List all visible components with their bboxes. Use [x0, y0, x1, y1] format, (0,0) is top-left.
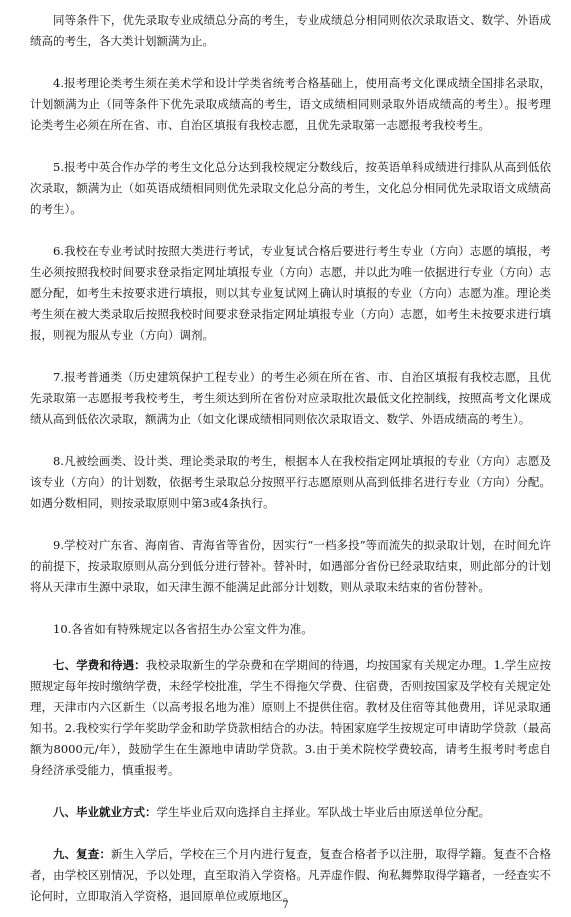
- page-content: [30, 10, 551, 907]
- section-heading-tuition: 七、学费和待遇：: [53, 658, 146, 672]
- paragraph-rule-9: 9.学校对广东省、海南省、青海省等省份，因实行“一档多投”等而流失的拟录取计划，在时间允许的前提下，按录取原则从高分到低分进行替补。替补时，如遇部分省份已经录取结束，则此部分的计划将从天津市生源中录取，如天津生源不能满足此部分计划数，则从录取未结束的省份替补。: [30, 538, 551, 594]
- section-heading-employment: 八、毕业就业方式：: [53, 805, 157, 819]
- paragraph-rule-7: 7.报考普通类（历史建筑保护工程专业）的考生必须在所在省、市、自治区填报有我校志愿，且优先录取第一志愿报考我校考生，考生须达到所在省份对应录取批次最低文化控制线，按照高考文化课成绩从高到低依次录取，额满为止（如文化课成绩相同则依次录取语文、数学、外语成绩高的考生）。: [30, 370, 551, 426]
- section-body-employment: 学生毕业后双向选择自主择业。军队战士毕业后由原送单位分配。: [156, 805, 490, 819]
- paragraph-rule-4: 4.报考理论类考生须在美术学和设计学类省统考合格基础上，使用高考文化课成绩全国排名录取，计划额满为止（同等条件下优先录取成绩高的考生，语文成绩相同则录取外语成绩高的考生）。报考理论类考生必须在所在省、市、自治区填报有我校志愿，且优先录取第一志愿报考我校考生。: [30, 76, 551, 132]
- paragraph-rule-5: 5.报考中英合作办学的考生文化总分达到我校规定分数线后，按英语单科成绩进行排队从高到低依次录取，额满为止（如英语成绩相同则优先录取文化总分高的考生，文化总分相同优先录取语文成绩高的考生）。: [30, 160, 551, 216]
- section-employment: [30, 802, 551, 823]
- section-body-recheck: 新生入学后，学校在三个月内进行复查，复查合格者予以注册，取得学籍。复查不合格者，由学校区别情况，予以处理，直至取消入学资格。凡弄虚作假、徇私舞弊取得学籍者，一经查实不论何时，立即取消入学资格，退回原单位或原地区。: [30, 847, 552, 903]
- page-number: 7: [282, 900, 289, 911]
- section-tuition: [30, 655, 551, 781]
- section-heading-recheck: 九、复查：: [53, 847, 111, 861]
- paragraph-continuation: 同等条件下，优先录取专业成绩总分高的考生，专业成绩总分相同则依次录取语文、数学、外语成绩高的考生，各大类计划额满为止。: [30, 13, 551, 48]
- paragraph-rule-10: 10.各省如有特殊规定以各省招生办公室文件为准。: [53, 622, 313, 636]
- section-recheck: [30, 844, 551, 907]
- section-body-tuition: 我校录取新生的学杂费和在学期间的待遇，均按国家有关规定办理。1.学生应按照规定每年按时缴纳学费，未经学校批准，学生不得拖欠学费、住宿费，否则按国家及学校有关规定处理，天津市内六区新生（以高考报名地为准）原则上不提供住宿。教材及住宿等其他费用，详见录取通知书。2.我校实行学年奖助学金和助学贷款相结合的办法。特困家庭学生按规定可申请助学贷款（最高额为8000元/年），鼓励学生在生源地申请助学贷款。3.由于美术院校学费较高，请考生报考时考虑自身经济承受能力，慎重报考。: [30, 658, 552, 777]
- paragraph-rule-6: 6.我校在专业考试时按照大类进行考试，专业复试合格后要进行考生专业（方向）志愿的填报，考生必须按照我校时间要求登录指定网址填报专业（方向）志愿，并以此为唯一依据进行专业（方向）志愿分配，如考生未按要求进行填报，则以其专业复试网上确认时填报的专业（方向）志愿为准。理论类考生须在被大类录取后按照我校时间要求登录指定网址填报专业（方向）志愿，如考生未按要求进行填报，则视为服从专业（方向）调剂。: [30, 244, 551, 342]
- paragraph-rule-8: 8.凡被绘画类、设计类、理论类录取的考生，根据本人在我校指定网址填报的专业（方向）志愿及该专业（方向）的计划数，依据考生录取总分按照平行志愿原则从高到低排名进行专业（方向）分配。如遇分数相同，则按录取原则中第3或4条执行。: [30, 454, 551, 510]
